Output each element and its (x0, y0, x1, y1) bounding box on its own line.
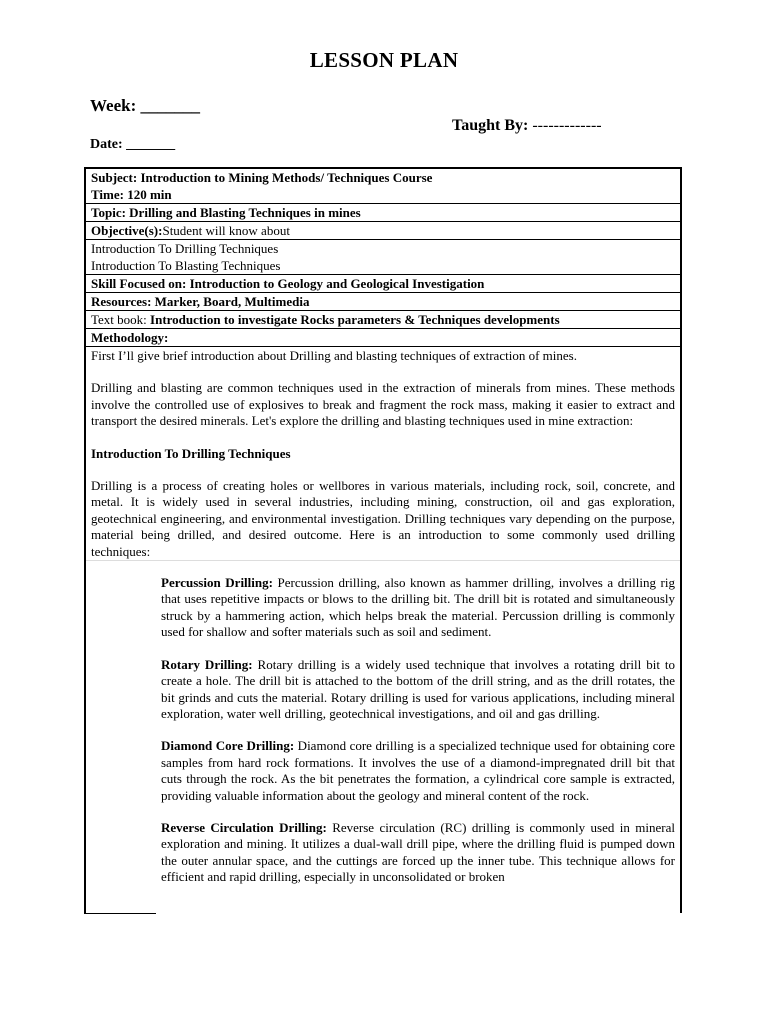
subject-row: Subject: Introduction to Mining Methods/ Techniques Course (91, 170, 433, 185)
table-divider (86, 560, 680, 575)
textbook-value: Introduction to investigate Rocks parameters & Techniques developments (150, 312, 560, 327)
objective-row (86, 222, 680, 240)
topic-row: Topic: Drilling and Blasting Techniques in mines (86, 204, 680, 222)
page-title: LESSON PLAN (309, 48, 459, 72)
textbook-label: Text book: (91, 312, 151, 327)
methodology-row: Methodology: (86, 329, 680, 347)
lesson-table (84, 167, 682, 913)
technique-text: Percussion drilling, also known as hammer drilling, involves a drilling rig that uses repetitive impacts or blows to the drilling bit. The drill bit is rotated and simultaneously struck by a hammering action, which helps break the material. Percussion drilling is commonly used for shallow and softer materials such as soil and sediment. (161, 575, 675, 640)
section-heading: Introduction To Drilling Techniques (91, 445, 291, 461)
taught-by-field (452, 117, 602, 135)
skill-row: Skill Focused on: Introduction to Geology and Geological Investigation (86, 275, 680, 293)
technique-item (161, 575, 675, 641)
drilling-paragraph: Drilling is a process of creating holes or wellbores in various materials, including rock, soil, concrete, and metal. It is widely used in several industries, including mining, construction, oil and gas exploration, geotechnical engineering, and environmental investigation. Drilling techniques vary depending on the purpose, material being drilled, and desired outcome. Here is an introduction to some commonly used drilling techniques: (91, 478, 675, 559)
technique-name: Percussion Drilling: (161, 575, 273, 591)
technique-text: Rotary drilling is a widely used technique that involves a rotating drill bit to create a hole. The drill bit is attached to the bottom of the drill string, and as the drill rotates, the bit grinds and cuts the material. Rotary drilling is used for various applications, including mineral exploration, water well drilling, geotechnical investigations, and oil and gas drilling. (161, 656, 675, 721)
time-row: Time: 120 min (86, 186, 680, 204)
technique-item (161, 738, 675, 804)
objective-item: Introduction To Blasting Techniques (86, 257, 680, 275)
resources-row: Resources: Marker, Board, Multimedia (86, 293, 680, 311)
technique-name: Rotary Drilling: (161, 656, 253, 672)
objective-label: Objective(s): (91, 223, 163, 238)
technique-item (161, 820, 675, 886)
date-field: Date: _______ (90, 137, 176, 152)
technique-text: Diamond core drilling is a specialized technique used for obtaining core samples from hard rock formations. It involves the use of a diamond-impregnated drill bit that cuts through the rock. As the bit penetrates the formation, a cylindrical core sample is extracted, providing valuable information about the geology and mineral content of the rock. (161, 738, 675, 803)
taught-by-label: Taught By: (452, 117, 529, 134)
technique-name: Diamond Core Drilling: (161, 738, 295, 754)
blasting-paragraph: Drilling and blasting are common techniques used in the extraction of minerals from mines. These methods involve the controlled use of explosives to break and fragment the rock mass, making it easier to extract and transport the desired minerals. Let's explore the drilling and blasting techniques used in mine extraction: (91, 380, 675, 429)
techniques-list (161, 575, 675, 886)
table-bottom-rule (84, 913, 156, 914)
technique-text: Reverse circulation (RC) drilling is commonly used in mineral exploration and mining. It utilizes a dual-wall drill pipe, where the drilling fluid is pumped down the outer annular space, and the cuttings are forced up the inner tube. This technique allows for efficient and rapid drilling, especially in unconsolidated or broken (161, 819, 675, 885)
methodology-content (86, 347, 680, 886)
intro-paragraph: First I’ll give brief introduction about Drilling and blasting techniques of extraction of mines. (91, 348, 577, 363)
technique-name: Reverse Circulation Drilling: (161, 819, 327, 835)
technique-item (161, 657, 675, 723)
objective-item: Introduction To Drilling Techniques (91, 241, 279, 256)
week-field: Week: _______ (90, 96, 201, 115)
textbook-row (86, 311, 680, 329)
objective-value: Student will know about (162, 223, 290, 238)
taught-by-value: ------------- (528, 117, 602, 134)
